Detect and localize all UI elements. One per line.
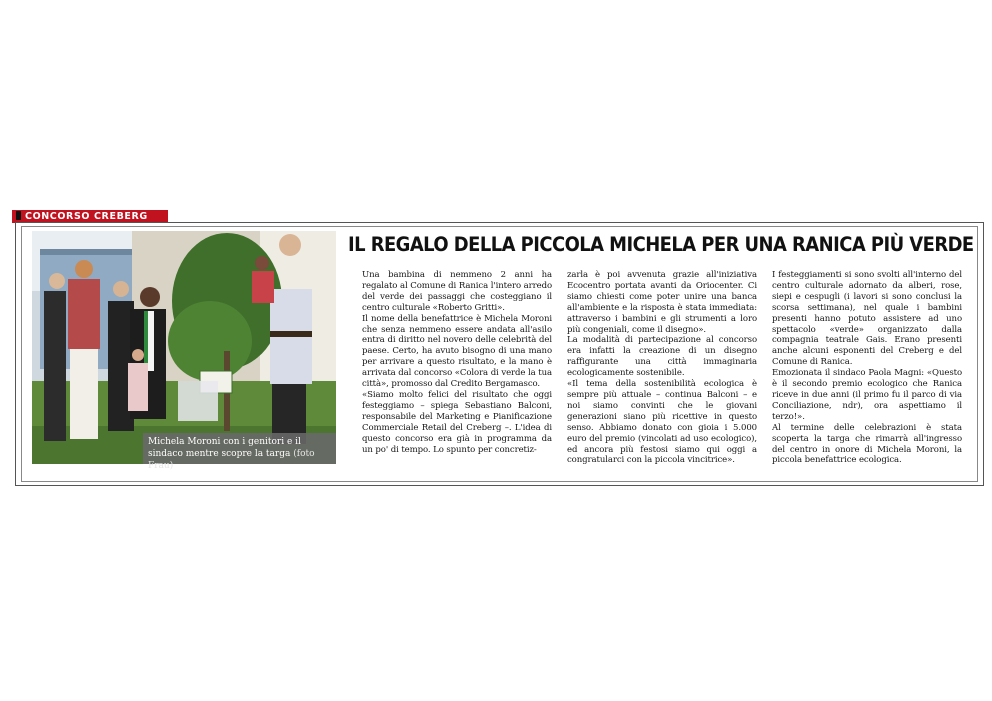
article-photo (32, 231, 336, 464)
paragraph: zarla è poi avvenuta grazie all'iniziativa Ecocentro portata avanti da Oriocenter. Ci siamo chiesti come poter unire una banca all'ambiente e la risposta è stata immediata: attraverso i bambini e gli strumenti a loro più congeniali, come il disegno». (567, 270, 757, 335)
paragraph: «Il tema della sostenibilità ecologica è sempre più attuale – continua Balconi – e noi siamo convinti che le giovani generazioni siano più ricettive in questo senso. Abbiamo donato con gioia i 5.000 euro del premio (vincolati ad uso ecologico), ed ancora più festosi siamo qui oggi a congratularci con la piccola vincitrice». (567, 379, 757, 466)
paragraph: La modalità di partecipazione al concorso era infatti la creazione di un disegno raffigurante una città immaginaria ecologicamente sostenibile. (567, 335, 757, 379)
paragraph: Emozionata il sindaco Paola Magni: «Questo è il secondo premio ecologico che Ranica riceve in due anni (il primo fu il parco di via Conciliazione, ndr), ora aspettiamo il terzo!». (772, 368, 962, 422)
caption-text: Michela Moroni con i genitori e il sindaco mentre scopre la targa (148, 437, 301, 459)
headline: IL REGALO DELLA PICCOLA MICHELA PER UNA RANICA PIÙ VERDE (348, 233, 974, 256)
paragraph: Una bambina di nemmeno 2 anni ha regalato al Comune di Ranica l'intero arredo del verde dei passaggi che costeggiano il centro culturale «Roberto Gritti». (362, 270, 552, 313)
photo-caption (143, 433, 336, 471)
paragraph: Il nome della benefattrice è Michela Moroni che senza nemmeno essere andata all'asilo entra di diritto nel novero delle celebrità del paese. Certo, ha avuto bisogno di una mano per arrivare a questo risultato, e la mano è arrivata dal concorso «Colora di verde la tua città», promosso dal Credito Bergamasco. (362, 313, 552, 390)
paragraph: I festeggiamenti si sono svolti all'interno del centro culturale adornato da alberi, rose, siepi e cespugli (i lavori si sono conclusi la scorsa settimana), nel quale i bambini presenti hanno potuto assistere ad uno spettacolo «verde» organizzato dalla compagnia teatrale Gais. Erano presenti anche alcuni esponenti del Creberg e del Comune di Ranica. (772, 270, 962, 368)
caption-credit: (foto Frau) (148, 449, 315, 471)
article-column-2 (567, 270, 757, 466)
article-column-3 (772, 270, 962, 466)
article-column-1 (362, 270, 552, 455)
paragraph: «Siamo molto felici del risultato che oggi festeggiamo – spiega Sebastiano Balconi, responsabile del Marketing e Pianificazione Commerciale Retail del Creberg –. L'idea di questo concorso era già in programma da un po' di tempo. Lo spunto per concretiz- (362, 389, 552, 455)
section-tag: CONCORSO CREBERG (12, 210, 168, 223)
paragraph: Al termine delle celebrazioni è stata scoperta la targa che rimarrà all'ingresso del centro in onore di Michela Moroni, la piccola benefattrice ecologica. (772, 422, 962, 466)
